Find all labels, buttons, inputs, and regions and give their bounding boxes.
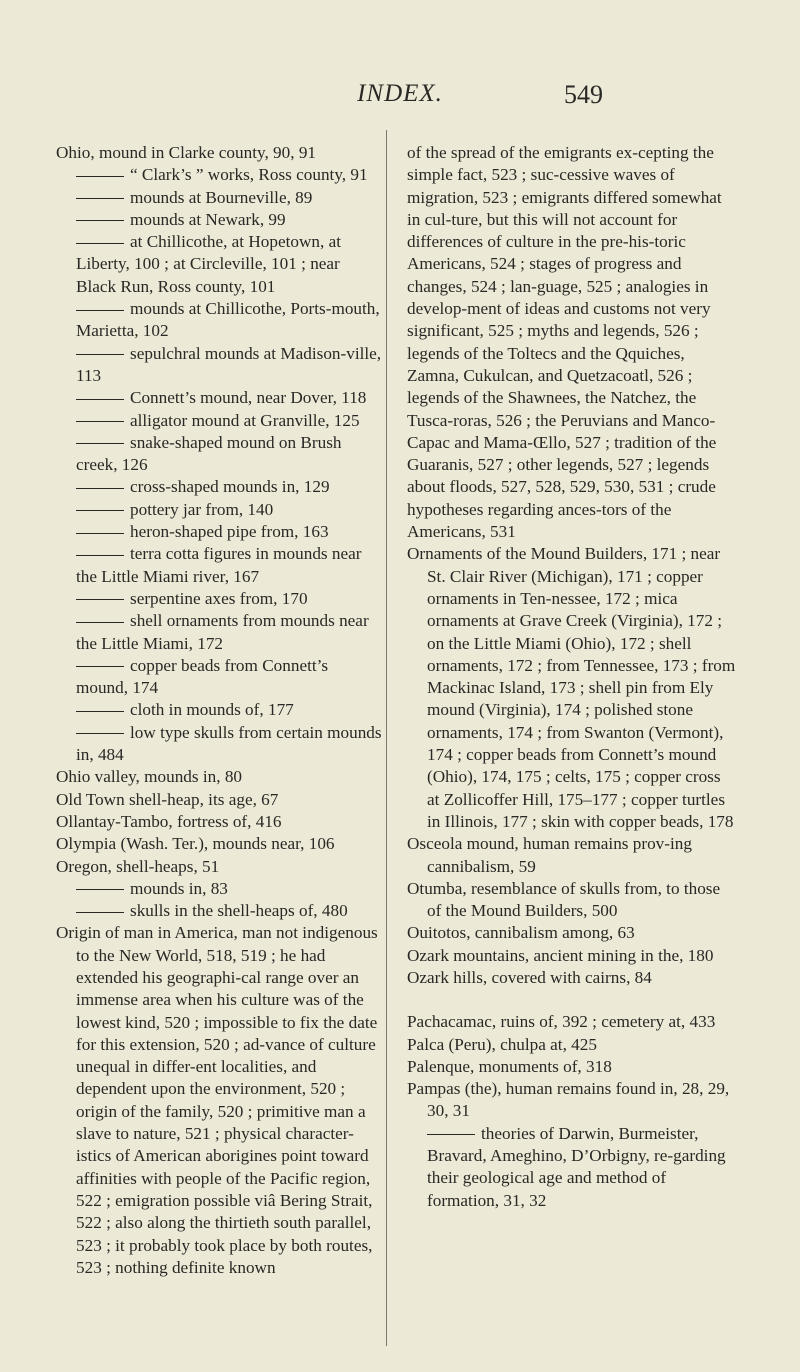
ditto-dash [76,220,124,221]
index-subentry [56,878,383,900]
right-column [407,142,737,1212]
entry-text: sepulchral mounds at Madison-ville, 113 [76,343,382,385]
ditto-dash [76,912,124,913]
ditto-dash [76,733,124,734]
left-column [56,142,383,1279]
column-divider [386,130,387,1346]
index-subentry [56,410,383,432]
index-entry [56,833,383,855]
index-subentry [56,231,383,298]
entry-text: Ozark mountains, ancient mining in the, 180 [407,945,714,965]
ditto-dash [76,310,124,311]
entry-text: mounds at Chillicothe, Ports-mouth, Marietta, 102 [76,299,380,341]
ditto-dash [76,599,124,600]
entry-text: Palca (Peru), chulpa at, 425 [407,1034,597,1054]
entry-text: shell ornaments from mounds near the Little Miami, 172 [76,611,369,653]
entry-text: copper beads from Connett’s mound, 174 [76,655,329,698]
index-subentry [56,722,383,767]
entry-text: skulls in the shell-heaps of, 480 [130,901,348,921]
entry-text: Oregon, shell-heaps, 51 [56,856,220,876]
ditto-dash [76,711,124,712]
ditto-dash [76,510,124,511]
entry-text: Otumba, resemblance of skulls from, to those of the Mound Builders, 500 [407,878,721,921]
index-subentry [407,1123,737,1212]
entry-text: Ouitotos, cannibalism among, 63 [407,923,635,943]
index-subentry [56,476,383,498]
ditto-dash [76,421,124,422]
entry-text: Ohio valley, mounds in, 80 [56,767,243,787]
ditto-dash [76,443,124,444]
index-entry [56,811,383,833]
entry-text: Olympia (Wash. Ter.), mounds near, 106 [56,834,335,854]
index-subentry [56,343,383,388]
running-title: INDEX. [357,80,443,107]
entry-text: mounds in, 83 [130,878,228,898]
entry-text: terra cotta figures in mounds near the Little Miami river, 167 [76,544,362,586]
index-subentry [56,209,383,231]
index-subentry [56,655,383,700]
index-entry [407,1011,737,1033]
ditto-dash [76,399,124,400]
ditto-dash [76,666,124,667]
page-header [0,78,800,118]
entry-text: heron-shaped pipe from, 163 [130,522,329,542]
index-subentry [56,387,383,409]
entry-text: cross-shaped mounds in, 129 [130,477,330,497]
index-subentry [56,610,383,655]
entry-text: Old Town shell-heap, its age, 67 [56,789,279,809]
letter-section-gap [407,989,737,1011]
entry-text: “ Clark’s ” works, Ross county, 91 [130,165,368,185]
page-number: 549 [564,80,603,109]
entry-text: Connett’s mound, near Dover, 118 [130,388,367,408]
entry-text: Palenque, monuments of, 318 [407,1056,612,1076]
index-subentry [56,588,383,610]
entry-text: Pachacamac, ruins of, 392 ; cemetery at, 433 [407,1012,716,1032]
entry-text: Pampas (the), human remains found in, 28, 29, 30, 31 [407,1079,730,1121]
index-entry [407,1034,737,1056]
index-entry [407,1078,737,1123]
entry-text: low type skulls from certain mounds in, 484 [76,722,382,765]
ditto-dash [76,354,124,355]
index-entry [56,142,383,164]
entry-text: pottery jar from, 140 [130,499,274,519]
entry-text: Ollantay-Tambo, fortress of, 416 [56,811,282,831]
ditto-dash [76,622,124,623]
index-entry [407,1056,737,1078]
index-entry [56,856,383,878]
ditto-dash [76,488,124,489]
ditto-dash [76,198,124,199]
index-entry [56,922,383,1279]
index-subentry [56,521,383,543]
entry-text: of the spread of the emigrants ex-cepting the simple fact, 523 ; suc-cessive waves of migration, 523 ; emigrants differed somewhat in cul-ture, but this will not account for differences of culture in the pre-his-toric Americans, 524 ; stages of progress and changes, 524 ; lan-guage, 525 ; analogies in develop-ment of ideas and customs not very significant, 525 ; myths and legends, 526 ; legends of the Toltecs and the Qquiches, Zamna, Cukulcan, and Quetzacoatl, 526 ; legends of the Shawnees, the Natchez, the Tusca-roras, 526 ; the Peruvians and Manco-Capac and Mama-Œllo, 527 ; tradition of the Guaranis, 527 ; other legends, 527 ; legends about floods, 527, 528, 529, 530, 531 ; crude hypotheses regarding ances-tors of the Americans, 531 [407,143,722,542]
index-entry [407,833,737,878]
ditto-dash [76,555,124,556]
entry-text: Ozark hills, covered with cairns, 84 [407,967,652,987]
index-entry [407,922,737,944]
entry-text: alligator mound at Granville, 125 [130,410,360,430]
index-entry [407,142,737,543]
ditto-dash [76,889,124,890]
index-subentry [56,699,383,721]
index-entry [407,878,737,923]
ditto-dash [76,243,124,244]
ditto-dash [76,176,124,177]
entry-text: Origin of man in America, man not indigenous to the New World, 518, 519 ; he had extended his geographi-cal range over an immense area when his culture was of the lowest kind, 520 ; impossible to fix the date for this extension, 520 ; ad-vance of culture unequal in differ-ent localities, and dependent upon the environment, 520 ; origin of the family, 520 ; primitive man a slave to nature, 521 ; physical character-istics of American aborigines point toward affinities with people of the Pacific region, 522 ; emigration possible viâ Bering Strait, 522 ; also along the thirtieth south parallel, 523 ; it probably took place by both routes, 523 ; nothing definite known [56,923,378,1277]
entry-text: mounds at Newark, 99 [130,209,286,229]
entry-text: Osceola mound, human remains prov-ing cannibalism, 59 [407,834,692,876]
index-subentry [56,432,383,477]
index-subentry [56,187,383,209]
entry-text: at Chillicothe, at Hopetown, at Liberty, 100 ; at Circleville, 101 ; near Black Run, Ross county, 101 [76,232,341,296]
index-entry [56,789,383,811]
index-entry [56,766,383,788]
entry-text: cloth in mounds of, 177 [130,700,294,720]
entry-text: Ornaments of the Mound Builders, 171 ; near St. Clair River (Michigan), 171 ; copper ornaments in Ten-nessee, 172 ; mica ornaments at Grave Creek (Virginia), 172 ; on the Little Miami (Ohio), 172 ; shell ornaments, 172 ; from Tennessee, 173 ; from Mackinac Island, 173 ; shell pin from Ely mound (Virginia), 174 ; polished stone ornaments, 174 ; from Swanton (Vermont), 174 ; copper beads from Connett’s mound (Ohio), 174, 175 ; celts, 175 ; copper cross at Zollicoffer Hill, 175–177 ; copper turtles in Illinois, 177 ; skin with copper beads, 178 [407,544,736,831]
index-subentry [56,298,383,343]
index-entry [407,967,737,989]
index-subentry [56,164,383,186]
entry-text: Ohio, mound in Clarke county, 90, 91 [56,143,317,162]
ditto-dash [427,1134,475,1135]
index-entry [407,945,737,967]
entry-text: theories of Darwin, Burmeister, Bravard, Ameghino, D’Orbigny, re-garding their geological age and method of formation, 31, 32 [427,1123,726,1210]
ditto-dash [76,533,124,534]
index-subentry [56,543,383,588]
index-subentry [56,499,383,521]
entry-text: snake-shaped mound on Brush creek, 126 [76,432,342,475]
entry-text: serpentine axes from, 170 [130,588,308,608]
entry-text: mounds at Bourneville, 89 [130,187,313,207]
index-subentry [56,900,383,922]
index-entry [407,543,737,833]
